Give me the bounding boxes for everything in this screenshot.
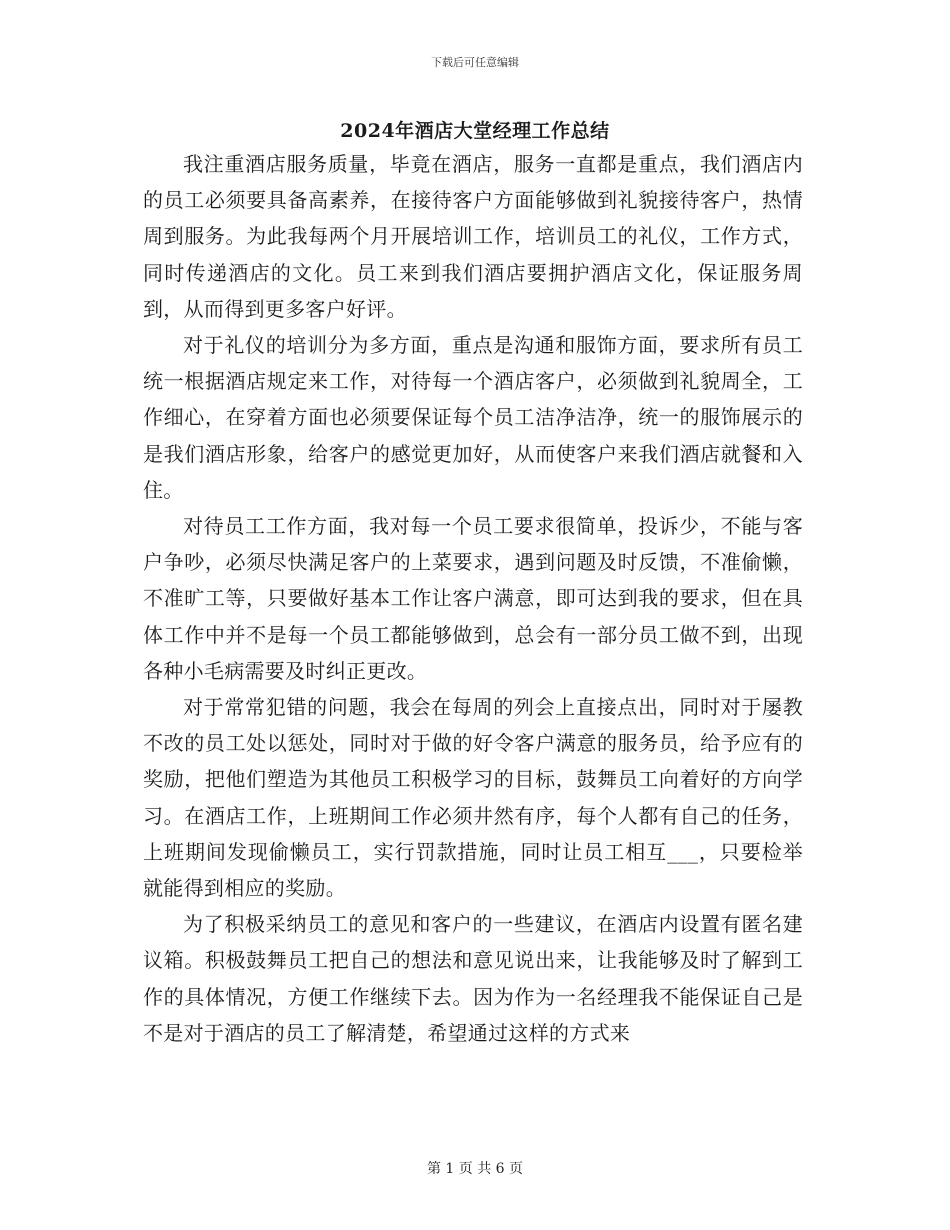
paragraph-1: 我注重酒店服务质量，毕竟在酒店，服务一直都是重点，我们酒店内的员工必须要具备高素养，在接待客户方面能够做到礼貌接待客户，热情周到服务。为此我每两个月开展培训工作，培训员工的礼仪，工作方式，同时传递酒店的文化。员工来到我们酒店要拥护酒店文化，保证服务周到，从而得到更多客户好评。 [143, 152, 803, 321]
paragraph-2: 对于礼仪的培训分为多方面，重点是沟通和服饰方面，要求所有员工统一根据酒店规定来工作，对待每一个酒店客户，必须做到礼貌周全，工作细心，在穿着方面也必须要保证每个员工洁净洁净，统一的服饰展示的是我们酒店形象，给客户的感觉更加好，从而使客户来我们酒店就餐和入住。 [143, 333, 803, 502]
document-body [143, 146, 803, 1051]
paragraph-3: 对待员工工作方面，我对每一个员工要求很简单，投诉少，不能与客户争吵，必须尽快满足客户的上菜要求，遇到问题及时反馈，不准偷懒，不准旷工等，只要做好基本工作让客户满意，即可达到我的要求，但在具体工作中并不是每一个员工都能够做到，总会有一部分员工做不到，出现各种小毛病需要及时纠正更改。 [143, 514, 803, 683]
document-title: 2024年酒店大堂经理工作总结 [340, 120, 610, 142]
paragraph-5: 为了积极采纳员工的意见和客户的一些建议，在酒店内设置有匿名建议箱。积极鼓舞员工把自己的想法和意见说出来，让我能够及时了解到工作的具体情况，方便工作继续下去。因为作为一名经理我不能保证自己是不是对于酒店的员工了解清楚，希望通过这样的方式来 [143, 912, 803, 1045]
paragraph-4: 对于常常犯错的问题，我会在每周的列会上直接点出，同时对于屡教不改的员工处以惩处，同时对于做的好令客户满意的服务员，给予应有的奖励，把他们塑造为其他员工积极学习的目标，鼓舞员工向着好的方向学习。在酒店工作，上班期间工作必须井然有序，每个人都有自己的任务，上班期间发现偷懒员工，实行罚款措施，同时让员工相互___，只要检举就能得到相应的奖励。 [143, 695, 803, 901]
page-number-footer: 第 1 页 共 6 页 [426, 1161, 524, 1177]
header-note: 下载后可任意编辑 [431, 56, 519, 69]
